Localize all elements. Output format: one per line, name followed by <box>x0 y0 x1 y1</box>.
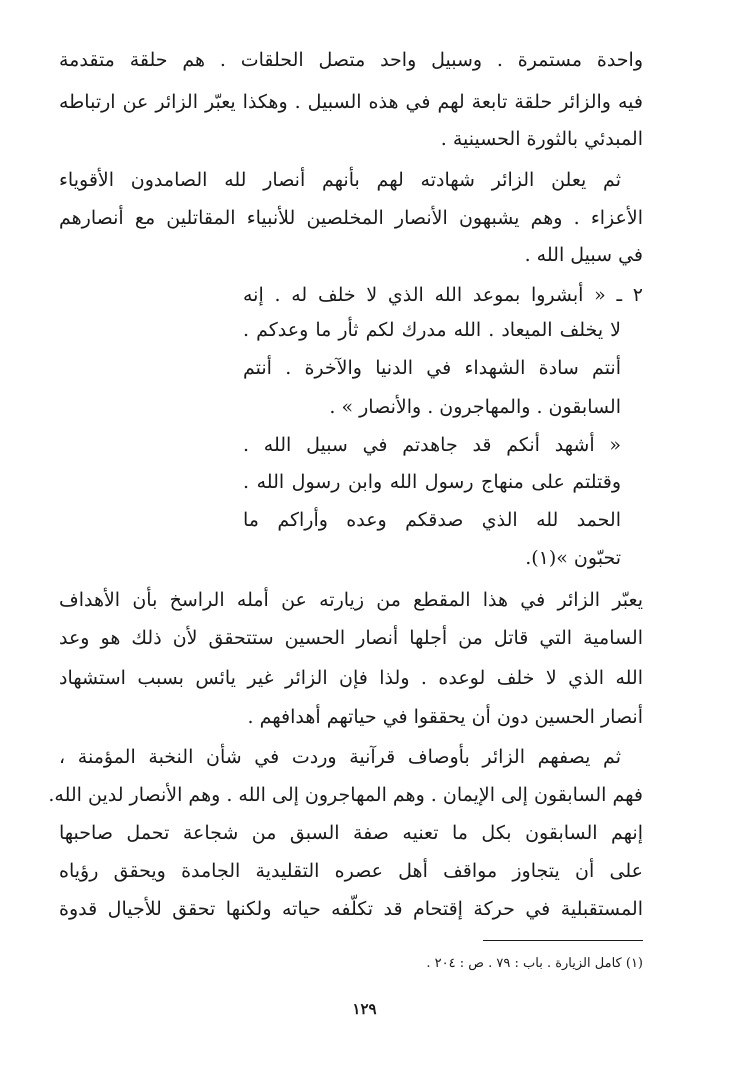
body-line: الأعزاء . وهم يشبهون الأنصار المخلصين للأنبياء المقاتلين مع أنصارهم <box>59 207 643 229</box>
quote-line: وقتلتم على منهاج رسول الله وابن رسول الله . <box>243 471 621 493</box>
page-number: ١٢٩ <box>352 1000 377 1018</box>
quote-line: تحبّون »(١). <box>525 547 621 569</box>
quote-line: « أشهد أنكم قد جاهدتم في سبيل الله . <box>243 434 621 456</box>
body-line: يعبّر الزائر في هذا المقطع من زيارته عن أمله الراسخ بأن الأهداف <box>59 589 643 611</box>
body-line: ثم يعلن الزائر شهادته لهم بأنهم أنصار لله الصامدون الأقوياء <box>59 169 621 191</box>
footnote-divider <box>483 940 643 941</box>
body-line: واحدة مستمرة . وسبيل واحد متصل الحلقات . هم حلقة متقدمة <box>59 49 643 71</box>
quote-line: ٢ ـ « أبشروا بموعد الله الذي لا خلف له . إنه <box>243 284 643 306</box>
footnote: (١) كامل الزيارة . باب : ٧٩ . ص : ٢٠٤ . <box>426 956 643 971</box>
body-line: في سبيل الله . <box>524 244 643 266</box>
body-line: فيه والزائر حلقة تابعة لهم في هذه السبيل . وهكذا يعبّر الزائر عن ارتباطه <box>59 91 643 113</box>
body-line: ثم يصفهم الزائر بأوصاف قرآنية وردت في شأن النخبة المؤمنة ، <box>59 746 621 768</box>
body-line: الله الذي لا خلف لوعده . ولذا فإن الزائر غير يائس بسبب استشهاد <box>59 667 643 689</box>
body-line: المبدئي بالثورة الحسينية . <box>440 128 643 150</box>
body-line: على أن يتجاوز مواقف أهل عصره التقليدية الجامدة ويحقق رؤياه <box>59 860 643 882</box>
quote-line: الحمد لله الذي صدقكم وعده وأراكم ما <box>243 509 621 531</box>
quote-line: لا يخلف الميعاد . الله مدرك لكم ثأر ما وعدكم . <box>243 319 621 341</box>
body-line: فهم السابقون إلى الإيمان . وهم المهاجرون إلى الله . وهم الأنصار لدين الله. <box>48 784 643 806</box>
quote-line: أنتم سادة الشهداء في الدنيا والآخرة . أنتم <box>243 357 621 379</box>
body-line: المستقبلية في حركة إقتحام قد تكلّفه حياته ولكنها تحقق للأجيال قدوة <box>59 898 643 920</box>
body-line: إنهم السابقون بكل ما تعنيه صفة السبق من شجاعة تحمل صاحبها <box>59 822 643 844</box>
body-line: أنصار الحسين دون أن يحققوا في حياتهم أهدافهم . <box>247 706 643 728</box>
quote-line: السابقون . والمهاجرون . والأنصار » . <box>329 396 621 418</box>
body-line: السامية التي قاتل من أجلها أنصار الحسين ستتحقق لأن ذلك هو وعد <box>59 627 643 649</box>
